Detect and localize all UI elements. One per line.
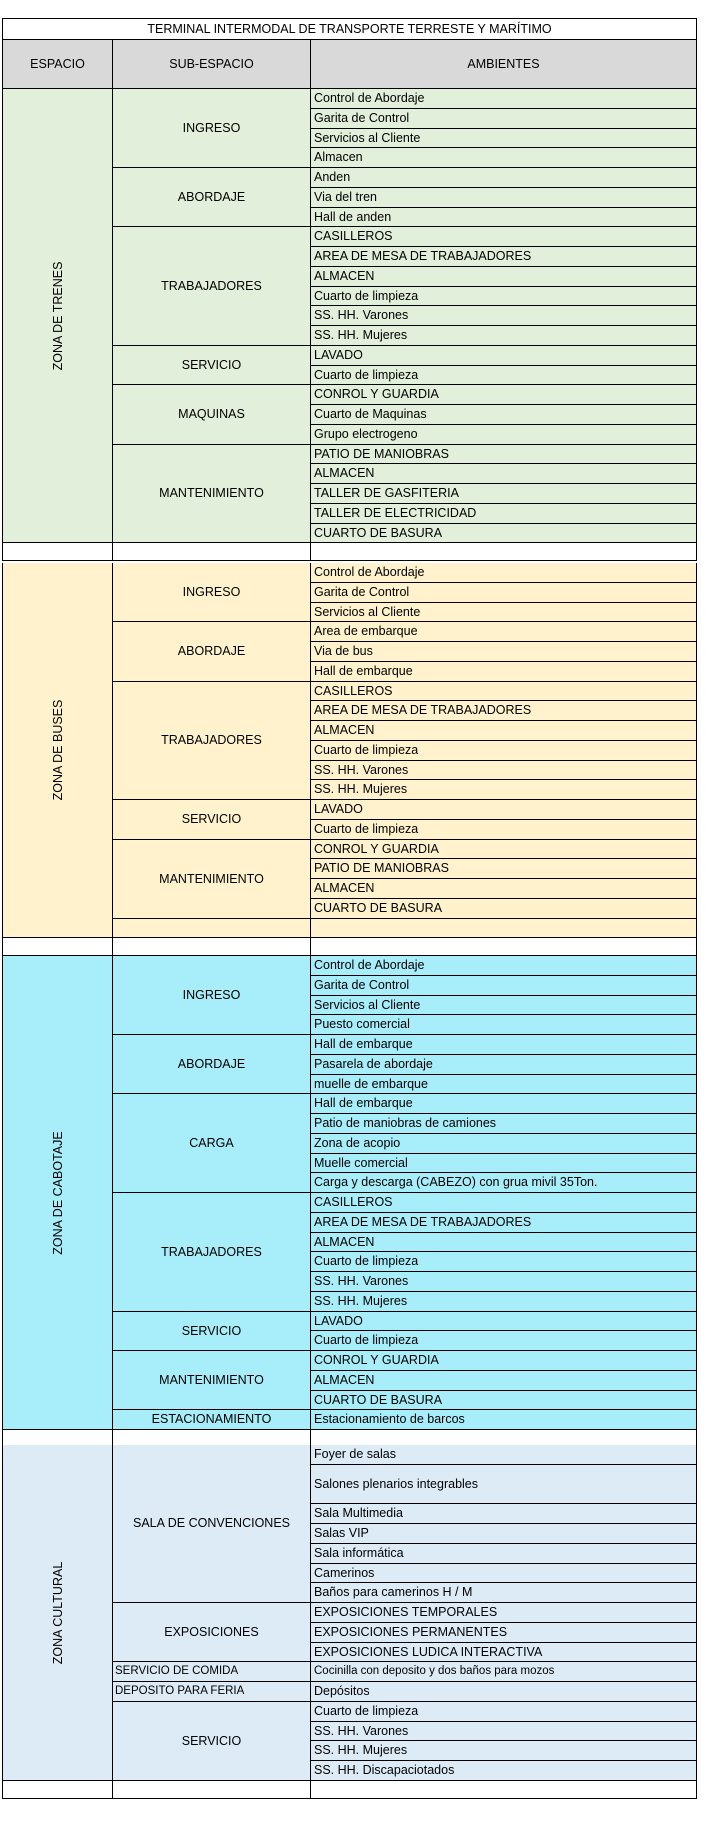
espacio-cell [2, 563, 113, 938]
ambiente-cell: Grupo electrogeno [311, 425, 697, 445]
sub-espacio-cell: MAQUINAS [113, 385, 311, 445]
ambiente-cell: Anden [311, 168, 697, 188]
ambiente-cell: Patio de maniobras de camiones [311, 1114, 697, 1134]
ambiente-cell: Sala informática [311, 1544, 697, 1564]
ambiente-cell: ALMACEN [311, 721, 697, 741]
ambiente-cell: CONROL Y GUARDIA [311, 1351, 697, 1371]
ambiente-cell: Hall de embarque [311, 662, 697, 682]
ambiente-cell: Salones plenarios integrables [311, 1465, 697, 1504]
blank-row-cell [2, 938, 113, 956]
ambiente-cell: CONROL Y GUARDIA [311, 385, 697, 405]
sub-espacio-cell: MANTENIMIENTO [113, 1351, 311, 1410]
ambiente-cell: Carga y descarga (CABEZO) con grua mivil 35Ton. [311, 1173, 697, 1193]
header-espacio: ESPACIO [2, 40, 113, 89]
ambiente-cell: SS. HH. Varones [311, 1722, 697, 1741]
blank-row-cell [311, 1781, 697, 1799]
ambiente-cell: Garita de Control [311, 976, 697, 996]
ambiente-cell: Hall de embarque [311, 1094, 697, 1114]
ambiente-cell: Muelle comercial [311, 1154, 697, 1173]
sub-espacio-cell: ESTACIONAMIENTO [113, 1410, 311, 1430]
sub-espacio-cell: INGRESO [113, 563, 311, 622]
ambiente-cell: Garita de Control [311, 109, 697, 129]
blank-row-cell [2, 543, 113, 561]
ambiente-cell: CUARTO DE BASURA [311, 1391, 697, 1410]
ambiente-cell: AREA DE MESA DE TRABAJADORES [311, 701, 697, 721]
blank-row-cell [113, 543, 311, 561]
ambiente-cell: Cuarto de limpieza [311, 820, 697, 840]
sub-espacio-cell: DEPOSITO PARA FERIA [113, 1682, 311, 1702]
sub-espacio-cell [113, 919, 311, 938]
sub-espacio-cell: INGRESO [113, 956, 311, 1035]
sub-espacio-cell: TRABAJADORES [113, 227, 311, 346]
ambiente-cell: ALMACEN [311, 1371, 697, 1391]
ambiente-cell: Hall de embarque [311, 1035, 697, 1055]
ambiente-cell: PATIO DE MANIOBRAS [311, 445, 697, 464]
ambiente-cell: CUARTO DE BASURA [311, 899, 697, 919]
ambiente-cell: SS. HH. Mujeres [311, 1292, 697, 1312]
ambiente-cell: SS. HH. Varones [311, 761, 697, 780]
ambiente-cell: SS. HH. Discapaciotados [311, 1761, 697, 1781]
ambiente-cell: Control de Abordaje [311, 956, 697, 976]
ambiente-cell: Cuarto de Maquinas [311, 405, 697, 425]
blank-row-cell [113, 1781, 311, 1799]
sub-espacio-cell: ABORDAJE [113, 622, 311, 682]
sub-espacio-cell: MANTENIMIENTO [113, 445, 311, 543]
ambiente-cell: Estacionamiento de barcos [311, 1410, 697, 1430]
ambiente-cell: SS. HH. Varones [311, 306, 697, 326]
zone-name: ZONA DE CABOTAJE [50, 1130, 65, 1255]
zone-name: ZONA DE TRENES [50, 261, 65, 370]
sub-espacio-cell: SERVICIO DE COMIDA [113, 1662, 311, 1682]
ambiente-cell: Zona de acopio [311, 1134, 697, 1154]
sub-espacio-cell: CARGA [113, 1094, 311, 1193]
ambiente-cell: AREA DE MESA DE TRABAJADORES [311, 247, 697, 267]
sub-espacio-cell: ABORDAJE [113, 168, 311, 227]
zone-name: ZONA CULTURAL [50, 1561, 65, 1664]
ambiente-cell: Control de Abordaje [311, 563, 697, 583]
sub-espacio-cell: EXPOSICIONES [113, 1603, 311, 1662]
ambiente-cell: Servicios al Cliente [311, 129, 697, 148]
sub-espacio-cell: SERVICIO [113, 346, 311, 385]
ambiente-cell: ALMACEN [311, 267, 697, 287]
ambiente-cell: Via del tren [311, 188, 697, 208]
ambiente-cell: Depósitos [311, 1682, 697, 1702]
ambiente-cell: Servicios al Cliente [311, 603, 697, 622]
ambiente-cell: ALMACEN [311, 464, 697, 484]
sub-espacio-cell: SERVICIO [113, 1702, 311, 1781]
ambiente-cell: LAVADO [311, 1312, 697, 1331]
ambiente-cell: Cuarto de limpieza [311, 1252, 697, 1272]
sub-espacio-cell: SERVICIO [113, 1312, 311, 1351]
ambiente-cell: Pasarela de abordaje [311, 1055, 697, 1075]
ambiente-cell: Control de Abordaje [311, 89, 697, 109]
ambiente-cell: CASILLEROS [311, 227, 697, 247]
ambiente-cell: Cuarto de limpieza [311, 287, 697, 306]
ambiente-cell: EXPOSICIONES LUDICA INTERACTIVA [311, 1643, 697, 1662]
espacio-cell [2, 1445, 113, 1781]
sub-espacio-cell: MANTENIMIENTO [113, 840, 311, 919]
ambiente-cell: Servicios al Cliente [311, 996, 697, 1015]
blank-row-cell [311, 543, 697, 561]
ambiente-cell: EXPOSICIONES PERMANENTES [311, 1623, 697, 1643]
ambiente-cell: ALMACEN [311, 1233, 697, 1252]
blank-row-cell [113, 938, 311, 956]
ambiente-cell: Cocinilla con deposito y dos baños para mozos [311, 1662, 697, 1682]
ambiente-cell: Sala Multimedia [311, 1504, 697, 1524]
ambiente-cell: Cuarto de limpieza [311, 1331, 697, 1351]
ambiente-cell: Cuarto de limpieza [311, 366, 697, 385]
ambiente-cell: CUARTO DE BASURA [311, 524, 697, 543]
header-ambientes: AMBIENTES [311, 40, 697, 89]
ambiente-cell: Camerinos [311, 1564, 697, 1583]
ambiente-cell: Cuarto de limpieza [311, 741, 697, 761]
ambiente-cell: LAVADO [311, 346, 697, 366]
ambiente-cell: SS. HH. Mujeres [311, 326, 697, 346]
ambiente-cell: Area de embarque [311, 622, 697, 642]
ambiente-cell: TALLER DE ELECTRICIDAD [311, 504, 697, 524]
ambiente-cell [311, 919, 697, 938]
ambiente-cell: ALMACEN [311, 879, 697, 899]
espacio-cell [2, 956, 113, 1430]
ambiente-cell: SS. HH. Mujeres [311, 780, 697, 800]
sub-espacio-cell: TRABAJADORES [113, 682, 311, 800]
sub-espacio-cell: ABORDAJE [113, 1035, 311, 1094]
ambiente-cell: Almacen [311, 148, 697, 168]
ambiente-cell: Via de bus [311, 642, 697, 662]
ambiente-cell: Hall de anden [311, 208, 697, 227]
ambiente-cell: SS. HH. Mujeres [311, 1741, 697, 1761]
table-title: TERMINAL INTERMODAL DE TRANSPORTE TERRESTE Y MARÍTIMO [2, 18, 697, 40]
blank-row-cell [311, 938, 697, 956]
ambiente-cell: CONROL Y GUARDIA [311, 840, 697, 859]
ambiente-cell: Foyer de salas [311, 1445, 697, 1465]
ambiente-cell: EXPOSICIONES TEMPORALES [311, 1603, 697, 1623]
header-sub-espacio: SUB-ESPACIO [113, 40, 311, 89]
ambiente-cell: muelle de embarque [311, 1075, 697, 1094]
blank-row-cell [2, 1781, 113, 1799]
ambiente-cell: TALLER DE GASFITERIA [311, 484, 697, 504]
ambiente-cell: Cuarto de limpieza [311, 1702, 697, 1722]
sub-espacio-cell: TRABAJADORES [113, 1193, 311, 1312]
ambiente-cell: SS. HH. Varones [311, 1272, 697, 1292]
sub-espacio-cell: SALA DE CONVENCIONES [113, 1445, 311, 1603]
zone-name: ZONA DE BUSES [50, 699, 65, 801]
ambiente-cell: Puesto comercial [311, 1015, 697, 1035]
ambiente-cell: CASILLEROS [311, 1193, 697, 1213]
ambiente-cell: Baños para camerinos H / M [311, 1583, 697, 1603]
ambiente-cell: AREA DE MESA DE TRABAJADORES [311, 1213, 697, 1233]
ambiente-cell: LAVADO [311, 800, 697, 820]
ambiente-cell: Salas VIP [311, 1524, 697, 1544]
ambiente-cell: CASILLEROS [311, 682, 697, 701]
espacio-cell [2, 89, 113, 543]
sub-espacio-cell: SERVICIO [113, 800, 311, 840]
ambiente-cell: PATIO DE MANIOBRAS [311, 859, 697, 879]
ambiente-cell: Garita de Control [311, 583, 697, 603]
sub-espacio-cell: INGRESO [113, 89, 311, 168]
